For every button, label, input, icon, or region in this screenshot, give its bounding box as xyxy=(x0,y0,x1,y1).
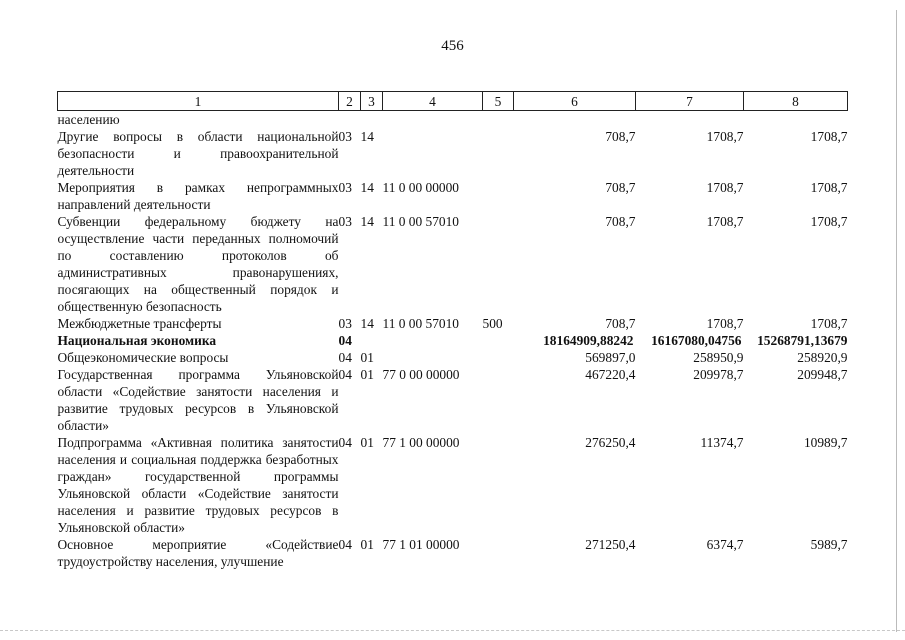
header-row xyxy=(58,92,848,111)
row-amount-6: 708,7 xyxy=(605,180,636,195)
row-name: Межбюджетные трансферты xyxy=(57,316,222,331)
row-expense-type xyxy=(483,434,514,536)
row-section: 04 xyxy=(338,435,352,450)
row-amount-7: 209978,7 xyxy=(693,367,744,382)
budget-table xyxy=(57,91,848,570)
row-name: Национальная экономика xyxy=(57,333,217,348)
row-section: 04 xyxy=(338,537,352,552)
row-target-article: 11 0 00 00000 xyxy=(382,180,459,195)
row-target-article: 77 1 00 00000 xyxy=(382,435,460,450)
row-subsection: 01 xyxy=(360,537,374,552)
table-row xyxy=(58,213,848,315)
row-amount-7: 1708,7 xyxy=(706,129,744,144)
row-amount-8: 1708,7 xyxy=(810,129,848,144)
row-amount-7: 1708,7 xyxy=(706,316,744,331)
row-amount-8: 15268791,13679 xyxy=(757,333,848,348)
row-expense-type xyxy=(483,128,514,179)
row-amount-7: 11374,7 xyxy=(700,435,744,450)
table-row xyxy=(58,434,848,536)
row-target-article: 11 0 00 57010 xyxy=(382,316,459,331)
table-row xyxy=(58,349,848,366)
row-amount-8: 1708,7 xyxy=(810,180,848,195)
row-section: 03 xyxy=(338,214,352,229)
col-header-5: 5 xyxy=(483,92,514,111)
row-section: 03 xyxy=(338,129,352,144)
row-amount-7: 1708,7 xyxy=(706,214,744,229)
row-amount-7: 258950,9 xyxy=(693,350,744,365)
row-amount-8: 1708,7 xyxy=(810,316,848,331)
row-target-article: 77 0 00 00000 xyxy=(382,367,460,382)
row-name: Общеэкономические вопросы xyxy=(57,350,229,365)
row-name: Другие вопросы в области национальной безопасности и правоохранительной деятельности xyxy=(57,129,339,178)
col-header-2: 2 xyxy=(339,92,361,111)
row-expense-type xyxy=(483,213,514,315)
row-subsection: 01 xyxy=(360,350,374,365)
row-amount-6: 467220,4 xyxy=(585,367,636,382)
table-row xyxy=(58,536,848,570)
row-target-article: 11 0 00 57010 xyxy=(382,214,459,229)
row-section: 04 xyxy=(338,350,352,365)
row-expense-type xyxy=(483,111,514,129)
table-row xyxy=(58,128,848,179)
table-row-section-total xyxy=(58,332,848,349)
row-amount-6 xyxy=(514,111,636,129)
row-name: Основное мероприятие «Содействие трудоустройству населения, улучшение xyxy=(57,537,339,569)
col-header-3: 3 xyxy=(361,92,383,111)
row-subsection: 14 xyxy=(360,316,374,331)
row-amount-6: 569897,0 xyxy=(585,350,636,365)
col-header-6: 6 xyxy=(514,92,636,111)
row-amount-8: 1708,7 xyxy=(810,214,848,229)
row-section xyxy=(339,111,361,129)
row-name: населению xyxy=(57,112,120,127)
row-amount-8: 5989,7 xyxy=(810,537,848,552)
scan-edge-bottom xyxy=(0,630,905,631)
table-row xyxy=(58,366,848,434)
row-amount-7: 1708,7 xyxy=(706,180,744,195)
row-subsection xyxy=(361,332,383,349)
row-expense-type xyxy=(483,179,514,213)
row-target-article xyxy=(383,349,483,366)
table-row xyxy=(58,315,848,332)
row-amount-7: 6374,7 xyxy=(706,537,744,552)
row-name: Подпрограмма «Активная политика занятости населения и социальная поддержка безработных граждан» государственной программы Ульяновской области «Содействие занятости населения и развитие трудовых ресурсов в Ульяновской области» xyxy=(57,435,339,535)
row-amount-8 xyxy=(744,111,848,129)
row-section: 03 xyxy=(338,316,352,331)
row-subsection: 14 xyxy=(360,129,374,144)
col-header-1: 1 xyxy=(58,92,339,111)
row-amount-6: 271250,4 xyxy=(585,537,636,552)
row-section: 04 xyxy=(338,367,352,382)
row-expense-type xyxy=(483,536,514,570)
row-target-article: 77 1 01 00000 xyxy=(382,537,460,552)
row-name: Субвенции федеральному бюджету на осуществление части переданных полномочий по составлению протоколов об административных правонарушениях, посягающих на общественный порядок и общественную безопасность xyxy=(57,214,339,314)
row-amount-8: 10989,7 xyxy=(803,435,848,450)
scan-edge-right xyxy=(896,10,897,632)
page-number: 456 xyxy=(441,38,464,54)
row-name: Государственная программа Ульяновской области «Содействие занятости населения и развитие трудовых ресурсов в Ульяновской области» xyxy=(57,367,339,433)
row-amount-7: 16167080,04756 xyxy=(651,333,742,348)
row-expense-type xyxy=(483,349,514,366)
row-subsection: 14 xyxy=(360,214,374,229)
row-section: 03 xyxy=(338,180,352,195)
row-subsection xyxy=(361,111,383,129)
row-expense-type xyxy=(483,366,514,434)
col-header-8: 8 xyxy=(744,92,848,111)
row-section: 04 xyxy=(338,333,352,348)
row-expense-type xyxy=(483,332,514,349)
row-amount-6: 276250,4 xyxy=(585,435,636,450)
row-target-article xyxy=(383,111,483,129)
col-header-4: 4 xyxy=(383,92,483,111)
row-expense-type: 500 xyxy=(482,316,503,331)
col-header-7: 7 xyxy=(636,92,744,111)
table-row xyxy=(58,179,848,213)
row-subsection: 01 xyxy=(360,367,374,382)
row-amount-6: 708,7 xyxy=(605,129,636,144)
row-amount-7 xyxy=(636,111,744,129)
row-amount-8: 258920,9 xyxy=(797,350,848,365)
row-amount-6: 18164909,88242 xyxy=(543,333,634,348)
row-subsection: 01 xyxy=(360,435,374,450)
row-target-article xyxy=(383,128,483,179)
table-row xyxy=(58,111,848,129)
row-amount-8: 209948,7 xyxy=(797,367,848,382)
row-target-article xyxy=(383,332,483,349)
row-amount-6: 708,7 xyxy=(605,214,636,229)
row-subsection: 14 xyxy=(360,180,374,195)
row-amount-6: 708,7 xyxy=(605,316,636,331)
row-name: Мероприятия в рамках непрограммных направлений деятельности xyxy=(57,180,339,212)
